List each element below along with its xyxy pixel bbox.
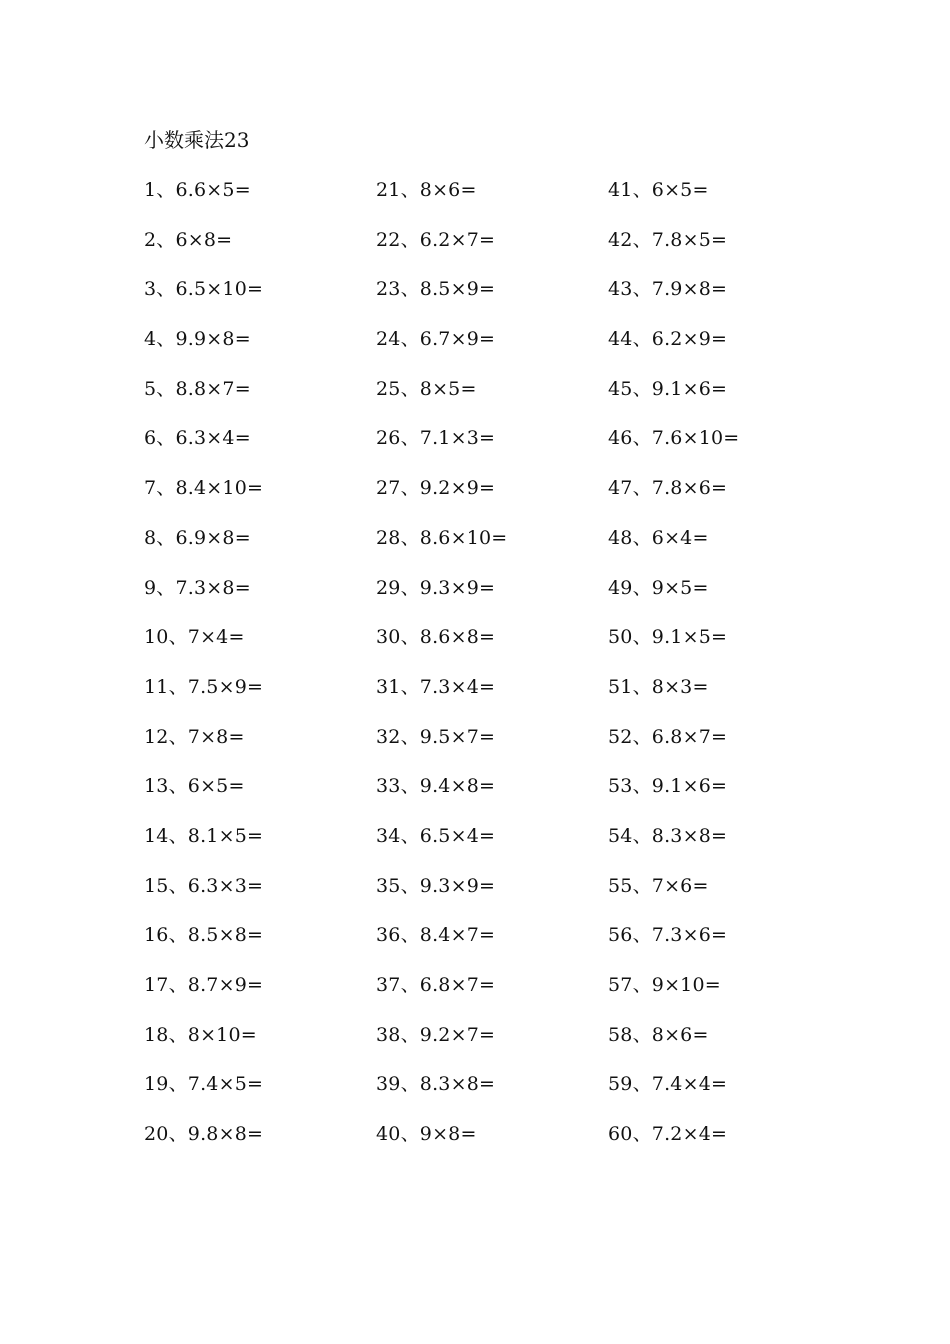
- problem-item: 46、7.6×10=: [608, 427, 740, 450]
- problem-item: 43、7.9×8=: [608, 278, 728, 301]
- problem-item: 24、6.7×9=: [376, 328, 496, 351]
- problem-item: 52、6.8×7=: [608, 725, 728, 748]
- problem-item: 45、9.1×6=: [608, 377, 728, 400]
- problem-item: 17、8.7×9=: [144, 974, 264, 996]
- problem-item: 39、8.3×8=: [376, 1073, 496, 1096]
- problem-item: 19、7.4×5=: [144, 1073, 264, 1096]
- problem-item: 4、9.9×8=: [144, 328, 251, 351]
- problem-item: 37、6.8×7=: [376, 974, 496, 996]
- problem-item: 14、8.1×5=: [144, 824, 264, 847]
- problem-item: 34、6.5×4=: [376, 824, 496, 847]
- problem-item: 49、9×5=: [608, 576, 709, 599]
- problem-item: 41、6×5=: [608, 179, 709, 201]
- problem-item: 29、9.3×9=: [376, 576, 496, 599]
- problem-item: 12、7×8=: [144, 725, 245, 748]
- problem-item: 38、9.2×7=: [376, 1023, 496, 1046]
- problem-item: 53、9.1×6=: [608, 775, 728, 798]
- problem-item: 16、8.5×8=: [144, 924, 264, 947]
- problem-item: 50、9.1×5=: [608, 626, 728, 649]
- problem-item: 10、7×4=: [144, 626, 245, 649]
- problem-item: 47、7.8×6=: [608, 477, 728, 500]
- problem-item: 44、6.2×9=: [608, 328, 728, 351]
- problem-item: 51、8×3=: [608, 675, 709, 698]
- problem-item: 20、9.8×8=: [144, 1123, 264, 1146]
- problem-item: 60、7.2×4=: [608, 1123, 728, 1146]
- problem-item: 40、9×8=: [376, 1123, 477, 1146]
- problem-item: 25、8×5=: [376, 377, 477, 400]
- problem-item: 31、7.3×4=: [376, 675, 496, 698]
- problem-item: 2、6×8=: [144, 228, 233, 251]
- problem-item: 7、8.4×10=: [144, 477, 264, 500]
- problem-item: 27、9.2×9=: [376, 477, 496, 500]
- problem-item: 35、9.3×9=: [376, 874, 496, 897]
- worksheet-title: 小数乘法23: [144, 128, 250, 152]
- problem-item: 8、6.9×8=: [144, 526, 251, 549]
- problem-item: 54、8.3×8=: [608, 824, 728, 847]
- problem-item: 3、6.5×10=: [144, 278, 264, 301]
- problem-item: 18、8×10=: [144, 1023, 257, 1046]
- problem-item: 22、6.2×7=: [376, 228, 496, 251]
- problem-item: 13、6×5=: [144, 775, 245, 798]
- problem-item: 55、7×6=: [608, 874, 709, 897]
- problem-item: 1、6.6×5=: [144, 179, 251, 201]
- problem-item: 48、6×4=: [608, 526, 709, 549]
- problem-item: 15、6.3×3=: [144, 874, 264, 897]
- problem-item: 26、7.1×3=: [376, 427, 496, 450]
- problem-item: 32、9.5×7=: [376, 725, 496, 748]
- problem-item: 57、9×10=: [608, 974, 721, 996]
- problem-item: 21、8×6=: [376, 179, 477, 201]
- problem-item: 42、7.8×5=: [608, 228, 728, 251]
- problem-item: 33、9.4×8=: [376, 775, 496, 798]
- problem-item: 36、8.4×7=: [376, 924, 496, 947]
- problem-item: 59、7.4×4=: [608, 1073, 728, 1096]
- problem-item: 28、8.6×10=: [376, 526, 508, 549]
- problem-item: 5、8.8×7=: [144, 377, 251, 400]
- problem-item: 30、8.6×8=: [376, 626, 496, 649]
- problem-item: 58、8×6=: [608, 1023, 709, 1046]
- problem-item: 6、6.3×4=: [144, 427, 251, 450]
- problem-item: 23、8.5×9=: [376, 278, 496, 301]
- problem-item: 11、7.5×9=: [144, 675, 264, 698]
- problem-item: 9、7.3×8=: [144, 576, 251, 599]
- problem-item: 56、7.3×6=: [608, 924, 728, 947]
- problem-grid: [144, 176, 864, 1170]
